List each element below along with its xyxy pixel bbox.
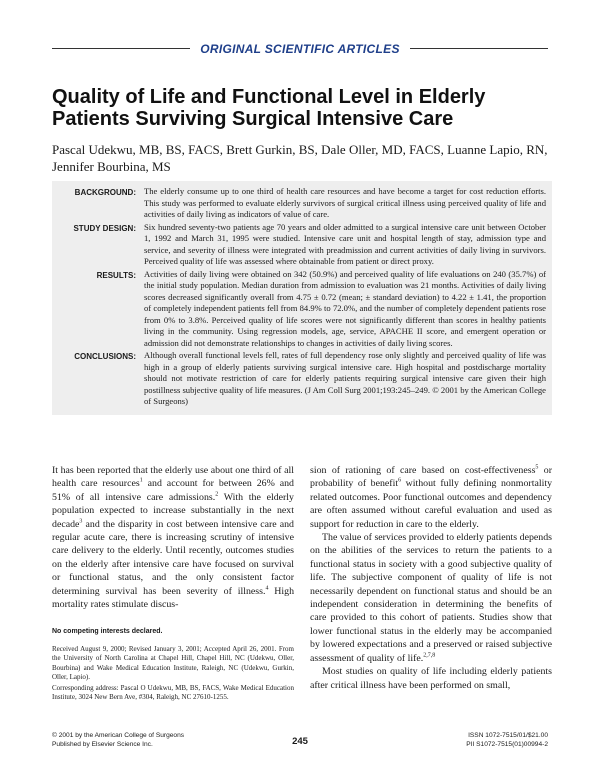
copyright: © 2001 by the American College of Surgeons [52, 732, 185, 739]
body-paragraph: It has been reported that the elderly use about one third of all health care resources$^1$ and account for between 26% and 51% of all intensive care admissions.$^2$ With the elderly population expected to increase substantially in the next decade$^3$ and the disparity in cost between intensive care and regular acute care, there is increasing scrutiny of intensive care delivery to the elderly. Until recently, outcomes studies on the elderly after intensive care have focused on survival or functional status, and the only consistent factor determining survival has been severity of illness.$^4$ High mortality rates stimulate discus- [52, 465, 295, 611]
competing-interests: No competing interests declared. [52, 628, 163, 635]
article-title: Quality of Life and Functional Level in Elderly Patients Surviving Surgical Intensive Care [52, 86, 486, 130]
received-note: Received August 9, 2000; Revised January 3, 2001; Accepted April 26, 2001. From the University of North Carolina at Chapel Hill, Chapel Hill, NC (Udekwu, Oller, Bourbina) and Wake Medical Education Institute, Raleigh, NC (Udekwu, Gurkin, Oller, Lapio). [52, 645, 294, 681]
citation[interactable]: 2 [215, 491, 219, 498]
body-column-left [52, 464, 294, 611]
body-paragraph: Most studies on quality of life including elderly patients after critical illness have been performed on small, [310, 666, 552, 691]
abstract-label: CONCLUSIONS: [74, 352, 136, 361]
publisher: Published by Elsevier Science Inc. [52, 741, 153, 748]
abstract-results [52, 269, 552, 350]
citation[interactable]: 3 [79, 518, 83, 525]
footer-right [466, 731, 548, 749]
issn: ISSN 1072-7515/01/$21.00 [468, 732, 548, 739]
author-list [52, 141, 552, 175]
section-label: ORIGINAL SCIENTIFIC ARTICLES [190, 42, 410, 56]
authors-line-2: Jennifer Bourbina, MS [52, 159, 171, 174]
abstract-text: The elderly consume up to one third of health care resources and have become a target for cost reduction efforts. This study was performed to evaluate elderly survivors of surgical critical illness using perceived quality of life and activities of daily living as indicators of value of care. [144, 186, 546, 219]
body-paragraph: sion of rationing of care based on cost-effectiveness$^5$ or probability of benefit$^6$ without fully defining nonmortality related outcomes. Poor functional outcomes and dependency are often assumed without careful evaluation and used as support for reduction in care to the elderly. [310, 464, 553, 530]
abstract-label: STUDY DESIGN: [73, 223, 136, 233]
correspondence-note: Corresponding address: Pascal O Udekwu, MB, BS, FACS, Wake Medical Education Institute, 3024 New Bern Ave, #304, Raleigh, NC 27610-1255. [52, 684, 294, 702]
citation[interactable]: 2,7,8 [423, 652, 436, 659]
citation[interactable]: 5 [535, 464, 539, 471]
citation[interactable]: 6 [398, 478, 402, 485]
citation[interactable]: 4 [265, 585, 269, 592]
authors-line-1: Pascal Udekwu, MB, BS, FACS, Brett Gurkin, BS, Dale Oller, MD, FACS, Luanne Lapio, RN, [52, 142, 548, 157]
body-paragraph: The value of services provided to elderly patients depends on the abilities of the services to return the patients to a functional status in society with a good subjective quality of life. The subjective component of quality of life is not necessarily dependent on functional status and should be an independent consideration in determining the benefits of care provided to this cohort of patients. Studies show that lower functional status in the elderly may be accompanied by lowered expectations and a preserved or raised subjective assessment of quality of life.$^{2,7,8}$ [310, 532, 552, 664]
body-column-right [310, 464, 552, 692]
footnotes [52, 645, 294, 705]
abstract-text: Six hundred seventy-two patients age 70 years and older admitted to a surgical intensive care unit between October 1, 1992 and March 31, 1995 were studied. Intensive care unit and hospital length of stay, admission type and service, and severity of illness were integrated with preadmission and current activities of daily living in survivors. Perceived quality of life was assessed where obtainable from patient or direct proxy. [144, 221, 546, 266]
abstract-background [52, 186, 552, 221]
abstract-label: BACKGROUND: [74, 188, 136, 197]
abstract-text: Activities of daily living were obtained on 342 (50.9%) and perceived quality of life evaluations on 240 (35.7%) of the initial study population. Median duration from admission to evaluation was 21 months. Activities of daily living scores decreased significantly overall from 4.75 ± 0.72 (mean; ± standard deviation) to 4.22 ± 1.41, the proportion of completely independent patients fell from 84.9% to 72.0%, and the number of completely dependent patients rose from 0% to 3.8%. Perceived quality of life scores were not significantly different than scores in healthy patients living in the community. Using regression models, age, service, APACHE II score, and emergent operation or admission did not demonstrate relationships to changes in activities of daily living scores. [144, 268, 546, 348]
abstract-study-design [52, 222, 552, 268]
abstract-box [52, 181, 552, 415]
pii: PII S1072-7515(01)00994-2 [466, 741, 548, 748]
section-header [0, 40, 600, 58]
abstract-text: Although overall functional levels fell, rates of full dependency rose only slightly and perceived quality of life was high in a group of elderly patients surviving surgical intensive care. High hospital and postdischarge mortality should not motivate restriction of care for elderly patients requiring surgical intensive care given their high postillness subjective quality of life measures. (J Am Coll Surg 2001;193:245–249. © 2001 by the American College of Surgeons) [144, 350, 546, 406]
citation[interactable]: 1 [139, 478, 143, 485]
abstract-conclusions [52, 350, 552, 408]
abstract-label: RESULTS: [96, 270, 136, 280]
page-number: 245 [292, 736, 308, 747]
